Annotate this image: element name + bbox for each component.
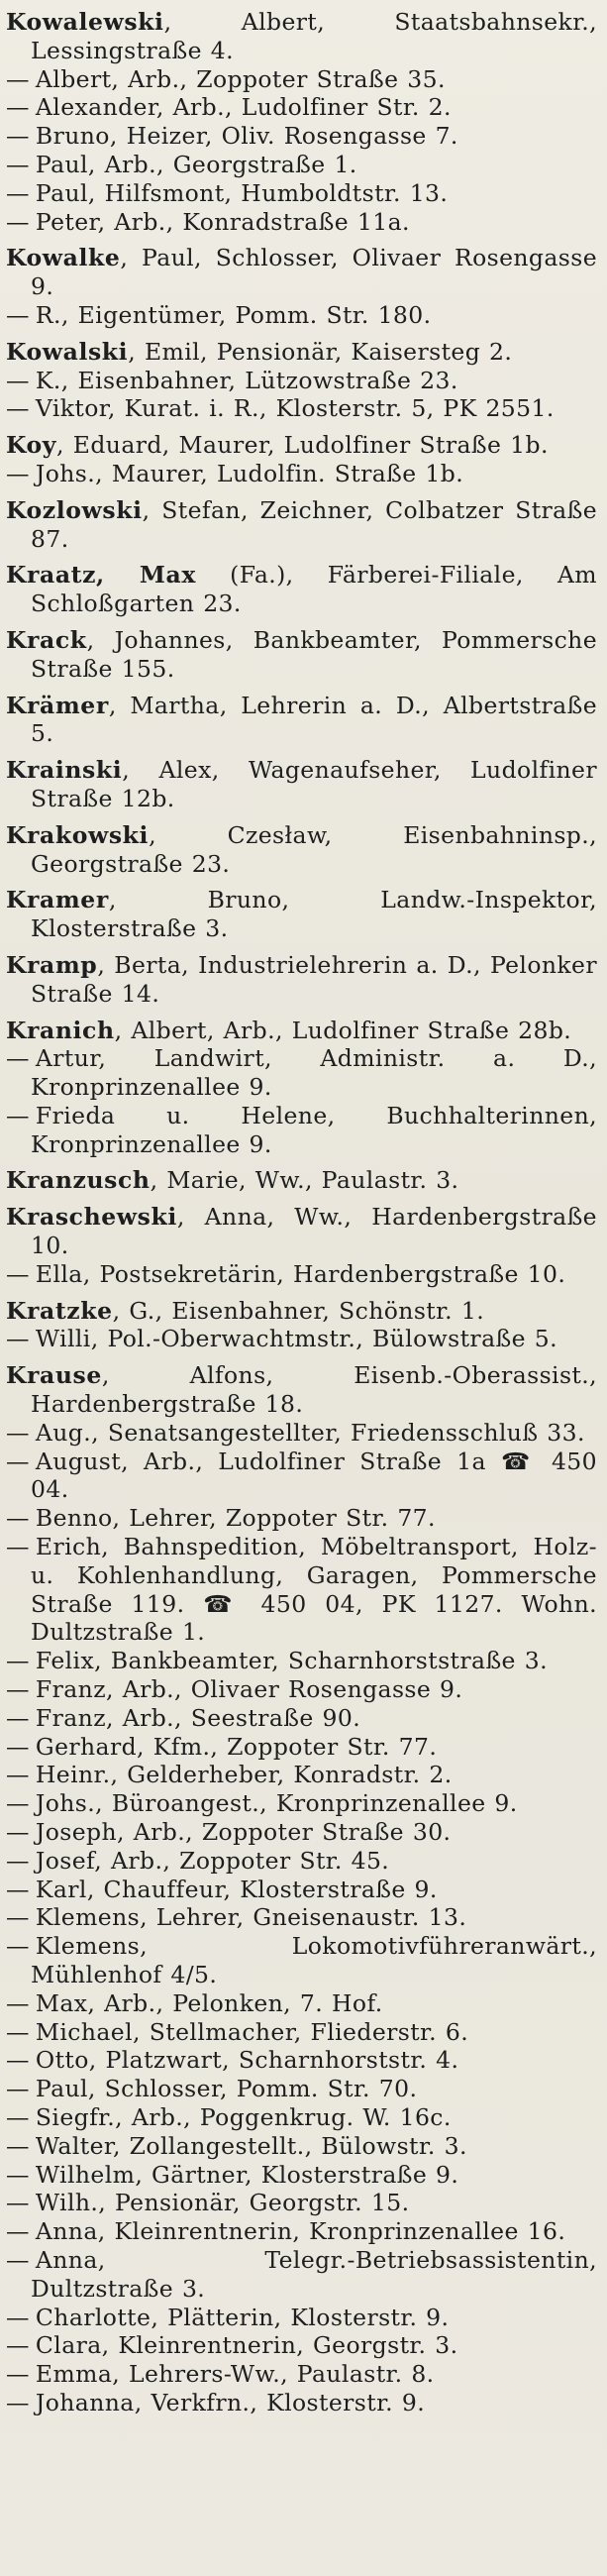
- directory-subentry: [6, 1325, 597, 1353]
- entry-detail: R., Eigentümer, Pomm. Str. 180.: [35, 300, 432, 329]
- continuation-dash: —: [6, 1101, 30, 1129]
- directory-entry: [6, 338, 597, 367]
- entry-detail: Otto, Platzwart, Scharnhorststr. 4.: [35, 2046, 459, 2075]
- continuation-dash: —: [6, 1703, 30, 1732]
- entry-detail: Paul, Schlosser, Pomm. Str. 70.: [35, 2075, 418, 2103]
- entry-detail: Karl, Chauffeur, Klosterstraße 9.: [35, 1875, 438, 1903]
- entry-detail: Bruno, Heizer, Oliv. Rosengasse 7.: [35, 122, 458, 151]
- entry-detail: Franz, Arb., Seestraße 90.: [35, 1703, 361, 1732]
- continuation-dash: —: [6, 1761, 30, 1789]
- continuation-dash: —: [6, 2046, 30, 2075]
- directory-entry: [6, 431, 597, 460]
- continuation-dash: —: [6, 1418, 30, 1447]
- entry-detail: Viktor, Kurat. i. R., Klosterstr. 5, PK 2551.: [35, 394, 555, 423]
- entry-detail: , Berta, Industrielehrerin a. D., Pelonker Straße 14.: [31, 950, 597, 1008]
- directory-entry: [6, 244, 597, 301]
- directory-subentry: [6, 2389, 597, 2417]
- directory-subentry: [6, 65, 597, 94]
- entry-detail: (Fa.), Färberei-Filiale, Am Schloßgarten 23.: [31, 561, 597, 618]
- continuation-dash: —: [6, 1932, 30, 1961]
- entry-detail: , Stefan, Zeichner, Colbatzer Straße 87.: [31, 495, 597, 553]
- continuation-dash: —: [6, 394, 30, 423]
- directory-entry: [6, 1361, 597, 1419]
- entry-detail: , Czesław, Eisenbahninsp., Georgstraße 23.: [31, 820, 597, 878]
- directory-subentry: [6, 1260, 597, 1289]
- continuation-dash: —: [6, 93, 30, 122]
- entry-detail: , Albert, Staatsbahnsekr., Lessingstraße 4.: [31, 8, 597, 64]
- entry-detail: August, Arb., Ludolfiner Straße 1a ☎ 450 04.: [31, 1447, 597, 1504]
- entry-detail: , Martha, Lehrerin a. D., Albertstraße 5.: [31, 691, 597, 748]
- entry-detail: Willi, Pol.-Oberwachtmstr., Bülowstraße 5.: [35, 1325, 557, 1353]
- entry-surname: Kranich: [6, 1016, 115, 1044]
- entry-surname: Kratzke: [6, 1296, 113, 1325]
- directory-entry: [6, 8, 597, 65]
- directory-subentry: [6, 301, 597, 330]
- continuation-dash: —: [6, 1846, 30, 1875]
- directory-entry: [6, 756, 597, 813]
- entry-surname: Krack: [6, 625, 87, 654]
- entry-detail: Clara, Kleinrentnerin, Georgstr. 3.: [35, 2331, 458, 2360]
- directory-subentry: [6, 2360, 597, 2389]
- entry-detail: Michael, Stellmacher, Fliederstr. 6.: [35, 2017, 469, 2046]
- entry-detail: Alexander, Arb., Ludolfiner Str. 2.: [35, 93, 452, 122]
- entry-detail: Albert, Arb., Zoppoter Straße 35.: [35, 64, 446, 93]
- continuation-dash: —: [6, 2217, 30, 2246]
- entry-detail: , Johannes, Bankbeamter, Pommersche Straße 155.: [31, 625, 597, 683]
- entry-detail: Franz, Arb., Olivaer Rosengasse 9.: [35, 1675, 463, 1704]
- entry-surname: Kramer: [6, 886, 109, 914]
- continuation-dash: —: [6, 366, 30, 394]
- directory-subentry: [6, 2189, 597, 2217]
- directory-entry: [6, 1203, 597, 1260]
- continuation-dash: —: [6, 1647, 30, 1675]
- entry-detail: Frieda u. Helene, Buchhalterinnen, Kronprinzenallee 9.: [31, 1101, 597, 1158]
- entry-surname: Krainski: [6, 756, 123, 785]
- continuation-dash: —: [6, 1325, 30, 1353]
- directory-subentry: [6, 1419, 597, 1448]
- continuation-dash: —: [6, 1903, 30, 1932]
- directory-entry: [6, 1297, 597, 1326]
- directory-entry: [6, 496, 597, 554]
- directory-subentry: [6, 1876, 597, 1904]
- directory-subentry: [6, 2046, 597, 2075]
- entry-detail: Johs., Maurer, Ludolfin. Straße 1b.: [35, 459, 464, 487]
- continuation-dash: —: [6, 1675, 30, 1704]
- entry-detail: Wilhelm, Gärtner, Klosterstraße 9.: [35, 2160, 459, 2189]
- entry-surname: Koy: [6, 431, 57, 460]
- entry-surname: Kraatz, Max: [6, 561, 196, 590]
- directory-subentry: [6, 1044, 597, 1102]
- entry-detail: Ella, Postsekretärin, Hardenbergstraße 10.: [35, 1259, 566, 1288]
- directory-subentry: [6, 1504, 597, 1533]
- continuation-dash: —: [6, 2245, 30, 2274]
- directory-subentry: [6, 1733, 597, 1762]
- continuation-dash: —: [6, 2331, 30, 2360]
- entry-detail: Joseph, Arb., Zoppoter Straße 30.: [35, 1818, 452, 1847]
- entry-detail: K., Eisenbahner, Lützowstraße 23.: [35, 366, 458, 394]
- directory-subentry: [6, 1903, 597, 1932]
- entry-detail: Johs., Büroangest., Kronprinzenallee 9.: [35, 1789, 518, 1818]
- entry-detail: , Bruno, Landw.-Inspektor, Klosterstraße 3.: [31, 886, 597, 943]
- entry-detail: , Marie, Ww., Paulastr. 3.: [150, 1166, 459, 1195]
- directory-subentry: [6, 1448, 597, 1505]
- entry-detail: Felix, Bankbeamter, Scharnhorststraße 3.: [35, 1647, 548, 1675]
- entry-detail: Benno, Lehrer, Zoppoter Str. 77.: [35, 1504, 436, 1533]
- continuation-dash: —: [6, 64, 30, 93]
- directory-subentry: [6, 2075, 597, 2103]
- continuation-dash: —: [6, 2160, 30, 2189]
- entry-surname: Krakowski: [6, 820, 150, 849]
- directory-subentry: [6, 2304, 597, 2332]
- continuation-dash: —: [6, 2017, 30, 2046]
- entry-surname: Kramp: [6, 950, 98, 979]
- directory-subentry: [6, 1789, 597, 1818]
- directory-subentry: [6, 1932, 597, 1989]
- entry-detail: , Alex, Wagenaufseher, Ludolfiner Straße 12b.: [31, 756, 597, 812]
- directory-subentry: [6, 460, 597, 488]
- continuation-dash: —: [6, 1732, 30, 1761]
- directory-subentry: [6, 1704, 597, 1733]
- entry-detail: Klemens, Lehrer, Gneisenaustr. 13.: [35, 1903, 467, 1932]
- entry-detail: Emma, Lehrers-Ww., Paulastr. 8.: [35, 2360, 435, 2389]
- entry-detail: Anna, Telegr.-Betriebsassistentin, Dultzstraße 3.: [31, 2245, 597, 2303]
- continuation-dash: —: [6, 150, 30, 178]
- directory-subentry: [6, 1533, 597, 1647]
- directory-subentry: [6, 2132, 597, 2161]
- continuation-dash: —: [6, 2102, 30, 2131]
- continuation-dash: —: [6, 2360, 30, 2389]
- continuation-dash: —: [6, 1875, 30, 1903]
- continuation-dash: —: [6, 178, 30, 207]
- entry-detail: Charlotte, Plätterin, Klosterstr. 9.: [35, 2303, 450, 2331]
- entry-detail: , Emil, Pensionär, Kaisersteg 2.: [128, 337, 513, 366]
- entry-detail: Walter, Zollangestellt., Bülowstr. 3.: [35, 2131, 467, 2160]
- entry-surname: Kowalewski: [6, 8, 164, 36]
- continuation-dash: —: [6, 122, 30, 151]
- directory-subentry: [6, 93, 597, 122]
- directory-entry: [6, 1017, 597, 1045]
- directory-subentry: [6, 1989, 597, 2018]
- directory-subentry: [6, 2217, 597, 2246]
- entry-detail: Siegfr., Arb., Poggenkrug. W. 16c.: [35, 2102, 452, 2131]
- entry-detail: Anna, Kleinrentnerin, Kronprinzenallee 16.: [35, 2217, 566, 2246]
- directory-entries: [6, 8, 597, 2417]
- directory-subentry: [6, 2331, 597, 2360]
- directory-subentry: [6, 394, 597, 423]
- directory-entry: [6, 821, 597, 879]
- entry-detail: Erich, Bahnspedition, Möbeltransport, Holz- u. Kohlenhandlung, Garagen, Pommersche Straße 119. ☎ 450 04, PK 1127. Wohn. Dultzstraße 1.: [31, 1533, 597, 1647]
- directory-subentry: [6, 122, 597, 151]
- continuation-dash: —: [6, 2388, 30, 2416]
- continuation-dash: —: [6, 1988, 30, 2017]
- entry-detail: Aug., Senatsangestellter, Friedensschluß 33.: [35, 1418, 585, 1447]
- entry-surname: Krause: [6, 1361, 102, 1390]
- entry-detail: Klemens, Lokomotivführeranwärt., Mühlenhof 4/5.: [31, 1932, 597, 1988]
- continuation-dash: —: [6, 1818, 30, 1847]
- continuation-dash: —: [6, 1504, 30, 1533]
- directory-entry: [6, 951, 597, 1009]
- entry-detail: Johanna, Verkfrn., Klosterstr. 9.: [35, 2388, 426, 2416]
- entry-surname: Kowalski: [6, 337, 129, 366]
- continuation-dash: —: [6, 459, 30, 487]
- entry-detail: Max, Arb., Pelonken, 7. Hof.: [35, 1988, 383, 2017]
- entry-detail: Artur, Landwirt, Administr. a. D., Kronprinzenallee 9.: [31, 1044, 597, 1102]
- entry-surname: Krämer: [6, 691, 109, 719]
- directory-subentry: [6, 2103, 597, 2132]
- entry-detail: Heinr., Gelderheber, Konradstr. 2.: [35, 1761, 453, 1789]
- entry-detail: , Anna, Ww., Hardenbergstraße 10.: [31, 1203, 597, 1260]
- continuation-dash: —: [6, 300, 30, 329]
- directory-subentry: [6, 1818, 597, 1847]
- continuation-dash: —: [6, 1447, 30, 1475]
- directory-subentry: [6, 1761, 597, 1789]
- continuation-dash: —: [6, 1259, 30, 1288]
- directory-subentry: [6, 151, 597, 179]
- continuation-dash: —: [6, 2189, 30, 2217]
- directory-subentry: [6, 208, 597, 237]
- continuation-dash: —: [6, 1789, 30, 1818]
- entry-detail: Paul, Arb., Georgstraße 1.: [35, 150, 357, 178]
- continuation-dash: —: [6, 2075, 30, 2103]
- entry-surname: Kowalke: [6, 244, 121, 272]
- directory-subentry: [6, 1102, 597, 1159]
- directory-entry: [6, 886, 597, 943]
- continuation-dash: —: [6, 1044, 30, 1073]
- directory-subentry: [6, 1675, 597, 1704]
- entry-surname: Kranzusch: [6, 1166, 151, 1195]
- directory-entry: [6, 561, 597, 618]
- directory-subentry: [6, 2246, 597, 2304]
- entry-detail: Peter, Arb., Konradstraße 11a.: [35, 207, 410, 236]
- entry-detail: , Eduard, Maurer, Ludolfiner Straße 1b.: [56, 431, 549, 460]
- entry-detail: Wilh., Pensionär, Georgstr. 15.: [35, 2189, 410, 2217]
- entry-detail: Gerhard, Kfm., Zoppoter Str. 77.: [35, 1732, 438, 1761]
- directory-entry: [6, 1166, 597, 1195]
- entry-detail: Paul, Hilfsmont, Humboldtstr. 13.: [35, 178, 449, 207]
- continuation-dash: —: [6, 1533, 30, 1561]
- entry-detail: , Alfons, Eisenb.-Oberassist., Hardenbergstraße 18.: [31, 1361, 597, 1419]
- continuation-dash: —: [6, 207, 30, 236]
- continuation-dash: —: [6, 2303, 30, 2331]
- continuation-dash: —: [6, 2131, 30, 2160]
- entry-detail: , Albert, Arb., Ludolfiner Straße 28b.: [114, 1016, 572, 1044]
- directory-subentry: [6, 1847, 597, 1876]
- directory-subentry: [6, 2018, 597, 2047]
- entry-detail: Josef, Arb., Zoppoter Str. 45.: [35, 1846, 390, 1875]
- entry-detail: , Paul, Schlosser, Olivaer Rosengasse 9.: [31, 244, 597, 301]
- directory-subentry: [6, 179, 597, 208]
- entry-surname: Kozlowski: [6, 495, 143, 524]
- directory-entry: [6, 692, 597, 749]
- directory-subentry: [6, 1647, 597, 1675]
- entry-detail: , G., Eisenbahner, Schönstr. 1.: [112, 1296, 485, 1325]
- directory-subentry: [6, 2161, 597, 2190]
- entry-surname: Kraschewski: [6, 1203, 177, 1232]
- directory-subentry: [6, 367, 597, 395]
- directory-entry: [6, 626, 597, 684]
